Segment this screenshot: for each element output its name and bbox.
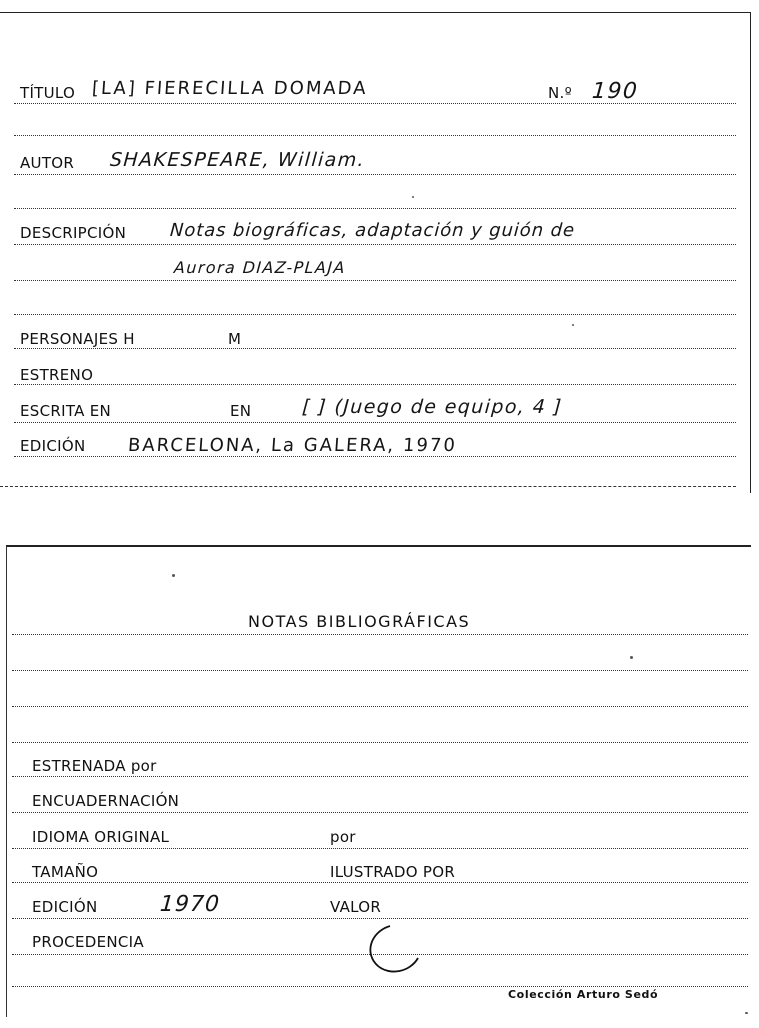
- rule-escrita: [14, 422, 736, 423]
- numero-value: 190: [591, 79, 640, 104]
- rule: [12, 706, 748, 707]
- encuadernacion-label: ENCUADERNACIÓN: [32, 792, 180, 810]
- idioma-por-label: por: [330, 828, 356, 846]
- titulo-label: TÍTULO: [20, 84, 76, 102]
- en-label: EN: [230, 402, 252, 420]
- estrenada-label: ESTRENADA por: [32, 757, 157, 775]
- edicion-bottom-label: EDICIÓN: [32, 898, 98, 916]
- rule-estreno: [14, 384, 736, 385]
- rule: [12, 670, 748, 671]
- scan-speck: [630, 656, 633, 659]
- edicion-value: BARCELONA, La GALERA, 1970: [127, 435, 458, 456]
- rule-encuadernacion: [12, 812, 748, 813]
- rule-estrenada: [12, 776, 748, 777]
- escrita-en-value: [ ] (Juego de equipo, 4 ]: [301, 396, 564, 418]
- scan-speck: [172, 574, 175, 577]
- procedencia-label: PROCEDENCIA: [32, 933, 144, 951]
- scan-speck: [745, 1012, 748, 1014]
- valor-label: VALOR: [330, 898, 382, 916]
- rule: [14, 208, 736, 209]
- edicion-bottom-value: 1970: [159, 892, 221, 917]
- personajes-h-label: PERSONAJES H: [20, 330, 135, 348]
- rule-edicion: [14, 456, 736, 457]
- descripcion-value-line1: Notas biográficas, adaptación y guión de: [169, 220, 576, 241]
- rule: [14, 135, 736, 136]
- rule: [14, 314, 736, 315]
- descripcion-value-line2: Aurora DIAZ-PLAJA: [173, 258, 347, 277]
- rule: [14, 280, 736, 281]
- escrita-en-label: ESCRITA EN: [20, 402, 112, 420]
- scan-speck: [412, 196, 414, 198]
- rule-tamano: [12, 882, 748, 883]
- coleccion-footer: Colección Arturo Sedó: [508, 988, 659, 1001]
- rule-idioma: [12, 848, 748, 849]
- rule-descripcion: [14, 244, 736, 245]
- edicion-label: EDICIÓN: [20, 437, 86, 455]
- rule-personajes: [14, 348, 736, 349]
- personajes-m-label: M: [228, 330, 242, 348]
- rule: [12, 986, 748, 987]
- autor-label: AUTOR: [20, 154, 75, 172]
- tamano-label: TAMAÑO: [32, 863, 99, 881]
- rule-edicion: [12, 918, 748, 919]
- rule: [12, 742, 748, 743]
- estreno-label: ESTRENO: [20, 366, 94, 384]
- rule-autor: [14, 174, 736, 175]
- descripcion-label: DESCRIPCIÓN: [20, 224, 127, 242]
- idioma-original-label: IDIOMA ORIGINAL: [32, 828, 170, 846]
- ilustrado-por-label: ILUSTRADO POR: [330, 863, 456, 881]
- rule: [12, 634, 748, 635]
- notas-bibliograficas-heading: NOTAS BIBLIOGRÁFICAS: [248, 612, 471, 631]
- scan-speck: [572, 324, 574, 326]
- numero-label: N.º: [548, 84, 572, 102]
- rule: [0, 486, 736, 487]
- titulo-value: [LA] FIERECILLA DOMADA: [91, 78, 369, 99]
- circle-stamp-mark: [360, 920, 430, 980]
- autor-value: SHAKESPEARE, William.: [109, 149, 366, 171]
